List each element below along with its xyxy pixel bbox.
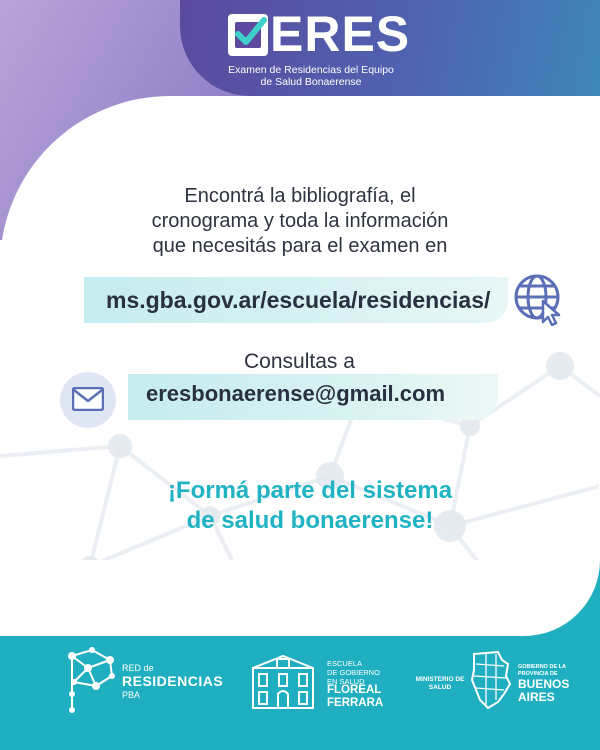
ministry-line: SALUD [428,684,452,691]
network-p-logo-icon [62,646,120,714]
slogan [140,476,480,536]
province-name-line: AIRES [518,690,555,704]
ministry-line: MINISTERIO DE [415,676,465,683]
check-mark-icon [228,14,268,56]
subtitle-line: de Salud Bonaerense [260,76,362,88]
email-link[interactable]: eresbonaerense@gmail.com [146,381,446,406]
website-link[interactable]: ms.gba.gov.ar/escuela/residencias/ [106,287,491,313]
intro-line: Encontrá la bibliografía, el [184,185,416,207]
consult-label: Consultas a [244,350,355,373]
logo-subtitle [226,64,396,88]
province-map-icon [468,650,512,710]
intro-line: que necesitás para el examen en [152,235,448,257]
org2-line: DE GOBIERNO [327,668,380,677]
gov-line: PROVINCIA DE [518,670,558,677]
org2-name [327,684,407,710]
globe-cursor-icon [512,272,566,326]
org1-name: RESIDENCIAS [122,673,224,689]
province-name-line: BUENOS [518,677,570,691]
org1-tag: PBA [122,690,141,700]
gov-label [518,664,588,677]
intro-line: cronograma y toda la información [151,210,449,232]
org2-line: ESCUELA [327,659,363,668]
org2-line: EN SALUD [327,677,365,686]
org1-small-text: RED de [122,663,154,673]
gov-line: GOBIERNO DE LA [518,664,566,670]
org2-text [327,659,407,686]
slogan-line: ¡Formá parte del sistema [167,477,453,504]
slogan-line: de salud bonaerense! [186,507,434,534]
subtitle-line: Examen de Residencias del Equipo [228,64,394,76]
building-icon [250,654,316,710]
intro-text [110,184,490,259]
ministry-label [414,676,466,692]
province-name [518,678,588,704]
org2-name-line: FERRARA [327,697,384,709]
org2-name-line: FLOREAL [327,684,382,696]
card-bottom-curve [0,560,600,636]
logo-wordmark: ERES [270,6,411,62]
envelope-icon [72,387,104,411]
